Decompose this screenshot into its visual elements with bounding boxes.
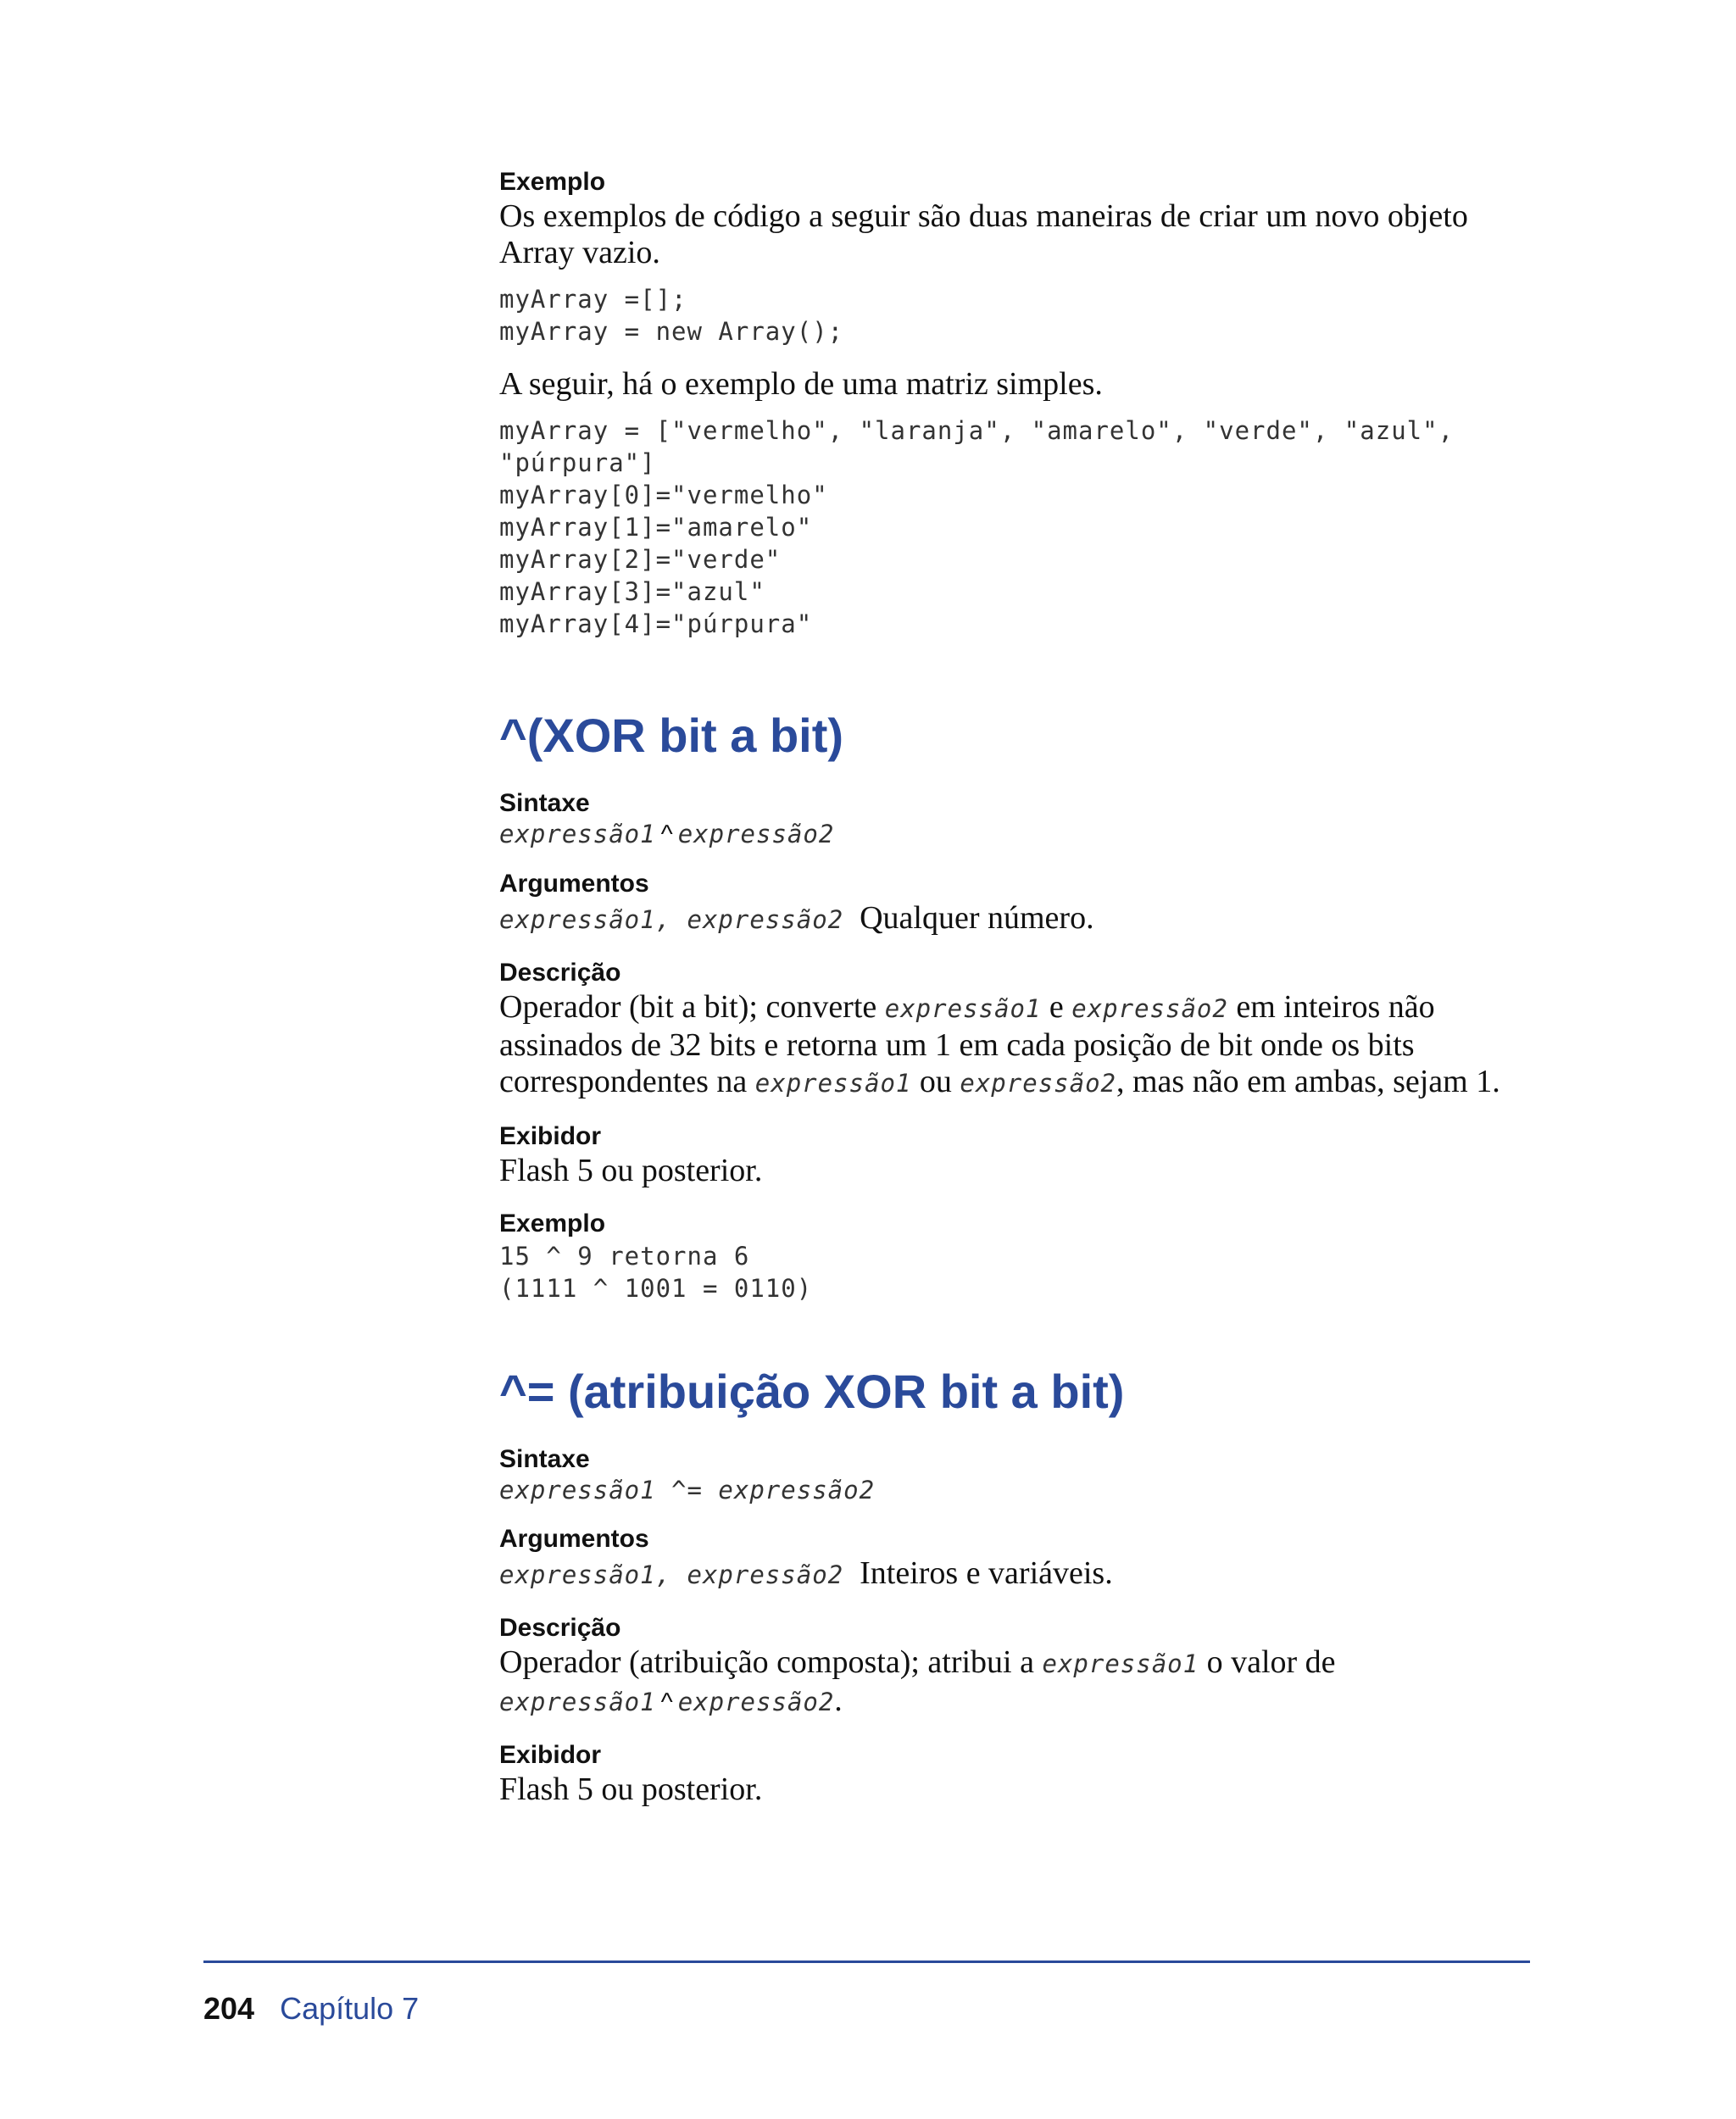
description-text — [499, 1644, 1542, 1721]
code-expr: expressão2 — [960, 1069, 1116, 1098]
player-text: Flash 5 ou posterior. — [499, 1771, 763, 1807]
xor-operator: ^ — [660, 820, 673, 848]
page-footer — [203, 1990, 419, 2027]
description-label: Descrição — [499, 959, 621, 987]
page-number: 204 — [203, 1991, 255, 2026]
section-heading-xor: ^(XOR bit a bit) — [499, 709, 843, 762]
syntax-label: Sintaxe — [499, 789, 590, 817]
code-line: 15 ^ 9 retorna 6 — [499, 1242, 750, 1271]
text-run: o valor de — [1206, 1644, 1336, 1680]
code-block-simple-array — [499, 414, 1542, 640]
text-run: Operador (bit a bit); converte — [499, 989, 877, 1025]
code-line: myArray = new Array(); — [499, 317, 844, 346]
example-label: Exemplo — [499, 1210, 606, 1237]
code-expr: expressão1 — [499, 1688, 656, 1716]
code-expr: expressão2 — [1071, 994, 1228, 1023]
code-line: myArray =[]; — [499, 285, 687, 314]
code-line: myArray[1]="amarelo" — [499, 513, 813, 542]
player-text: Flash 5 ou posterior. — [499, 1153, 763, 1188]
code-expr: expressão2 — [677, 820, 835, 848]
section-heading-xor-assignment: ^= (atribuição XOR bit a bit) — [499, 1365, 1125, 1418]
arguments-label: Argumentos — [499, 1525, 649, 1553]
arguments-description: Inteiros e variáveis. — [860, 1555, 1113, 1591]
xor-operator: ^ — [660, 1688, 673, 1716]
text-run: , mas não em ambas, sejam 1. — [1116, 1064, 1500, 1099]
code-expr: expressão1, expressão2 — [499, 1560, 844, 1589]
arguments-text — [499, 1555, 1542, 1593]
code-expr: expressão1 — [499, 820, 656, 848]
code-block-empty-array — [499, 283, 1542, 348]
syntax-code: expressão1 ^= expressão2 — [499, 1476, 876, 1504]
description-text — [499, 989, 1542, 1102]
text-run: ou — [919, 1064, 952, 1099]
code-expr: expressão1, expressão2 — [499, 905, 844, 934]
code-line: "púrpura"] — [499, 448, 656, 477]
code-expr: expressão1 — [754, 1069, 912, 1098]
chapter-label: Capítulo 7 — [280, 1991, 420, 2026]
code-line: myArray[2]="verde" — [499, 545, 782, 574]
code-line: myArray[3]="azul" — [499, 577, 765, 606]
player-label: Exibidor — [499, 1122, 602, 1150]
text-run: . — [834, 1682, 843, 1718]
code-expr: expressão1 — [884, 994, 1042, 1023]
example-code — [499, 1240, 1542, 1304]
text-run: e — [1049, 989, 1064, 1025]
footer-rule — [203, 1960, 1530, 1963]
arguments-description: Qualquer número. — [860, 900, 1094, 936]
page-content — [499, 166, 1542, 1808]
syntax-code — [499, 820, 1542, 849]
example-intro: Os exemplos de código a seguir são duas maneiras de criar um novo objeto Array vazio. — [499, 198, 1468, 270]
code-expr: expressão1 — [1042, 1649, 1199, 1678]
syntax-label: Sintaxe — [499, 1445, 590, 1473]
code-line: (1111 ^ 1001 = 0110) — [499, 1274, 813, 1303]
description-label: Descrição — [499, 1614, 621, 1642]
text-run: em inteiros não assinados de 32 bits e retorna um 1 em cada posição de bit onde os bits correspondentes na — [499, 989, 1435, 1099]
arguments-label: Argumentos — [499, 870, 649, 898]
code-line: myArray[0]="vermelho" — [499, 481, 828, 509]
code-expr: expressão2 — [677, 1688, 835, 1716]
code-line: myArray[4]="púrpura" — [499, 609, 813, 638]
arguments-text — [499, 900, 1542, 938]
code-line: myArray = ["vermelho", "laranja", "amarelo", "verde", "azul", — [499, 416, 1455, 445]
text-run: Operador (atribuição composta); atribui a — [499, 1644, 1034, 1680]
player-label: Exibidor — [499, 1741, 602, 1769]
example-intro-2: A seguir, há o exemplo de uma matriz simples. — [499, 366, 1103, 402]
example-label: Exemplo — [499, 168, 606, 196]
